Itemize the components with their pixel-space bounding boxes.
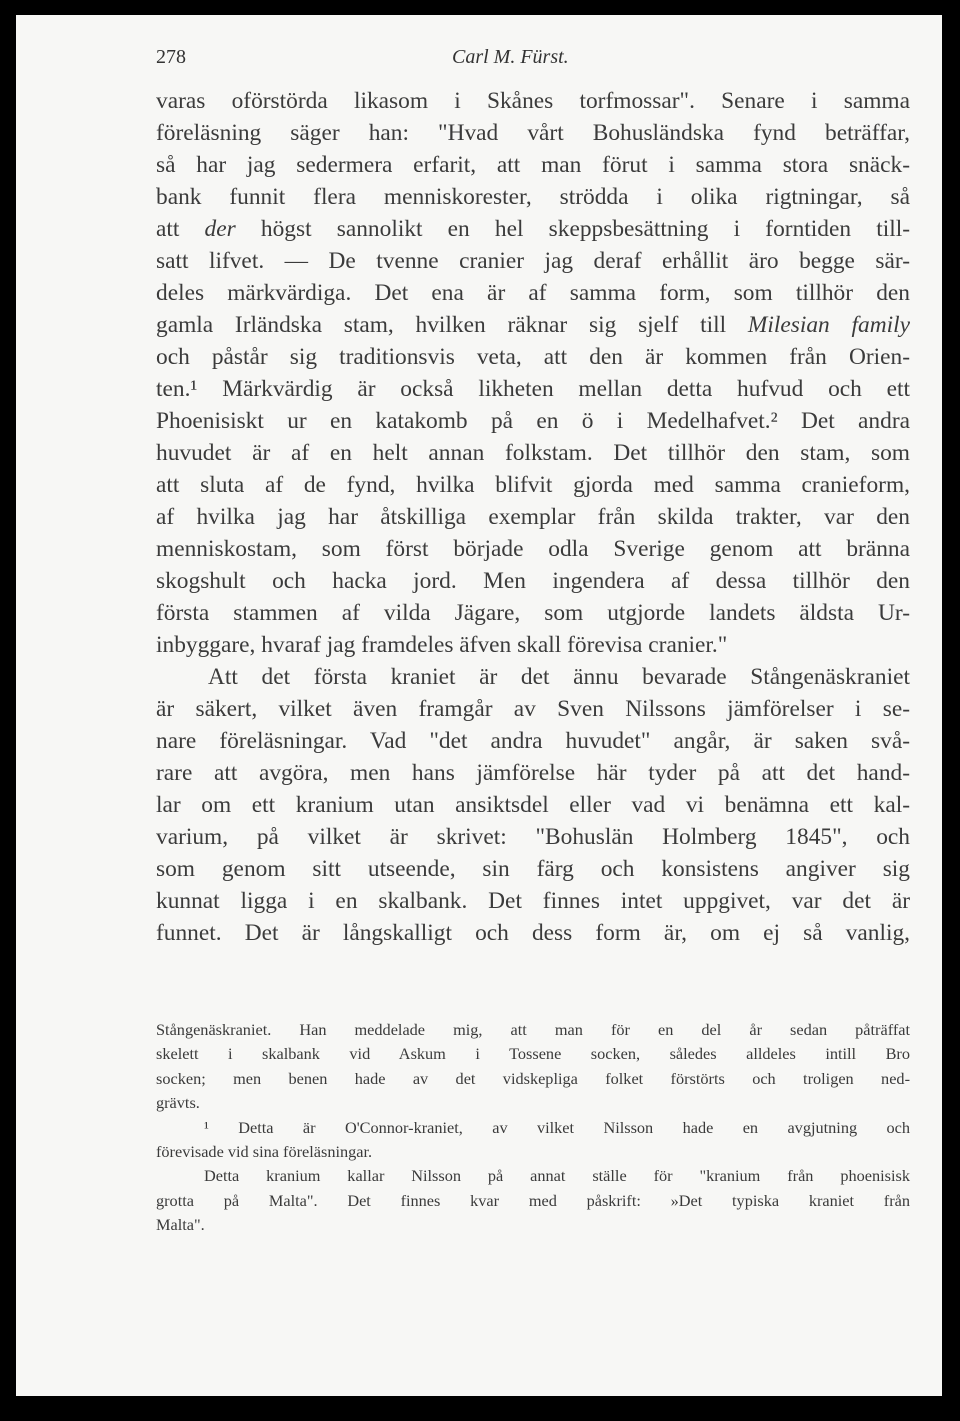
text-line: Att det första kraniet är det ännu bevarade Stångenäskraniet bbox=[208, 664, 910, 690]
footnote-line: Stångenäskraniet. Han meddelade mig, att man för en del år sedan påträffat bbox=[156, 1020, 910, 1039]
text-line: satt lifvet. — De tvenne cranier jag deraf erhållit äro begge sär- bbox=[156, 248, 910, 274]
text-line: lar om ett kranium utan ansiktsdel eller vad vi benämna ett kal- bbox=[156, 792, 910, 818]
footnotes bbox=[156, 1018, 910, 1238]
text-line: bank funnit flera menniskorester, strödda i olika rigtningar, så bbox=[156, 184, 910, 210]
text-line: att sluta af de fynd, hvilka blifvit gjorda med samma cranieform, bbox=[156, 472, 910, 498]
footnote-line: ¹ Detta är O'Connor-kraniet, av vilket Nilsson hade en avgjutning och bbox=[204, 1117, 910, 1137]
text-line: varium, på vilket är skrivet: "Bohuslän Holmberg 1845", och bbox=[156, 824, 910, 850]
footnote-line: socken; men benen hade av det vidskepliga folket förstörts och troligen ned- bbox=[156, 1068, 910, 1088]
text-line: gamla Irländska stam, hvilken räknar sig sjelf till Milesian family bbox=[156, 312, 910, 338]
text-line: ten.¹ Märkvärdig är också likheten mellan detta hufvud och ett bbox=[156, 376, 910, 402]
text-line: nare föreläsningar. Vad "det andra huvudet" angår, är saken svå- bbox=[156, 728, 910, 754]
text-line: skogshult och hacka jord. Men ingendera af dessa tillhör den bbox=[156, 568, 910, 594]
running-title: Carl M. Fürst. bbox=[452, 46, 569, 68]
footnote-line: skelett i skalbank vid Askum i Tossene socken, således alldeles intill Bro bbox=[156, 1044, 910, 1064]
footnote-line: förevisade vid sina föreläsningar. bbox=[156, 1142, 373, 1162]
body-text bbox=[156, 85, 910, 949]
text-line: Phoenisiskt ur en katakomb på en ö i Medelhafvet.² Det andra bbox=[156, 408, 910, 434]
text-line: att der högst sannolikt en hel skeppsbesättning i forntiden till- bbox=[156, 216, 910, 242]
text-line: funnet. Det är långskalligt och dess form är, om ej så vanlig, bbox=[156, 920, 910, 946]
text-line: inbyggare, hvaraf jag framdeles äfven skall förevisa cranier." bbox=[156, 632, 728, 658]
italic-term: Milesian family bbox=[747, 312, 910, 338]
text-line: menniskostam, som först började odla Sverige genom att bränna bbox=[156, 536, 910, 562]
text-line: varas oförstörda likasom i Skånes torfmossar". Senare i samma bbox=[156, 88, 910, 114]
text-line: af hvilka jag har åtskilliga exemplar från skilda trakter, var den bbox=[156, 504, 910, 530]
footnote-line: Detta kranium kallar Nilsson på annat ställe för "kranium från phoenisisk bbox=[204, 1166, 910, 1186]
page-header bbox=[156, 46, 910, 76]
text-line: så har jag sedermera erfarit, att man förut i samma stora snäck- bbox=[156, 152, 910, 178]
text-line: första stammen af vilda Jägare, som utgjorde landets äldsta Ur- bbox=[156, 600, 910, 626]
text-line: föreläsning säger han: "Hvad vårt Bohusländska fynd beträffar, bbox=[156, 120, 910, 146]
page-number: 278 bbox=[156, 46, 186, 68]
footnote-line: grävts. bbox=[156, 1093, 200, 1113]
text-line: rare att avgöra, men hans jämförelse här tyder på att det hand- bbox=[156, 760, 910, 786]
text-line: är säkert, vilket även framgår av Sven Nilssons jämförelser i se- bbox=[156, 696, 910, 722]
footnote-line: Malta". bbox=[156, 1215, 205, 1235]
footnote-line: grotta på Malta". Det finnes kvar med påskrift: »Det typiska kraniet från bbox=[156, 1190, 910, 1210]
text-line: kunnat ligga i en skalbank. Det finnes intet uppgivet, var det är bbox=[156, 888, 910, 914]
italic-term: der bbox=[204, 216, 236, 242]
text-line: deles märkvärdiga. Det ena är af samma form, som tillhör den bbox=[156, 280, 910, 306]
text-line: som genom sitt utseende, sin färg och konsistens angiver sig bbox=[156, 856, 910, 882]
text-line: huvudet är af en helt annan folkstam. Det tillhör den stam, som bbox=[156, 440, 910, 466]
text-line: och påstår sig traditionsvis veta, att den är kommen från Orien- bbox=[156, 344, 910, 370]
